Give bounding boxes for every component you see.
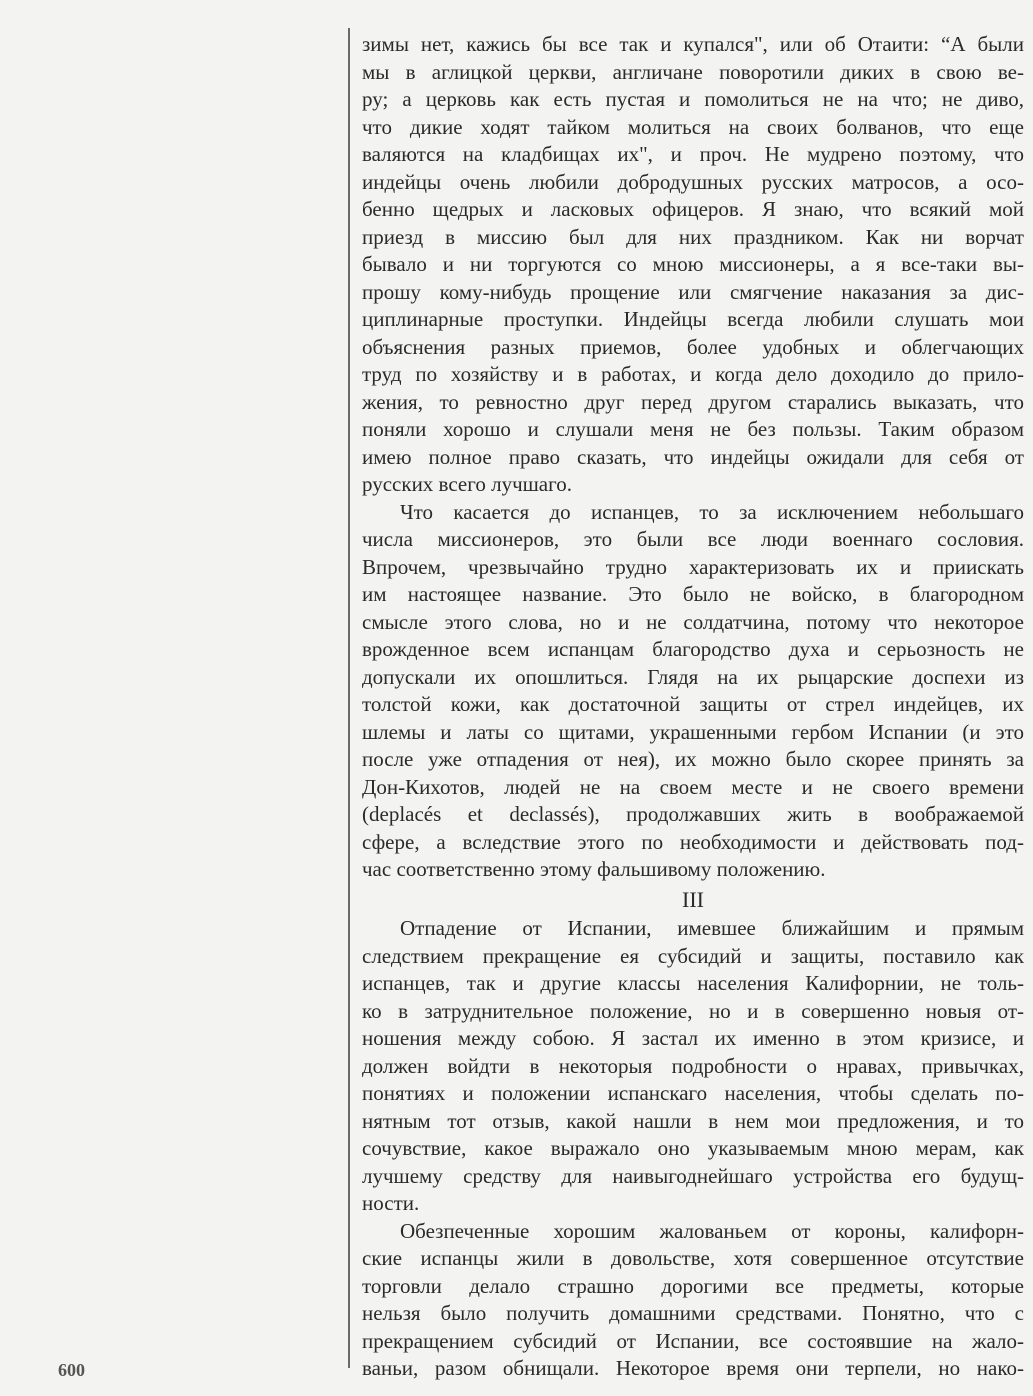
text-line: шлемы и латы со щитами, украшенными гербом Испании (и это xyxy=(362,719,1024,744)
text-line: валяются на кладбищах их", и проч. Не мудрено поэтому, что xyxy=(362,142,1024,166)
text-line: что дикие ходят тайком молиться на своих болванов, что еще xyxy=(362,114,1024,139)
text-line: им настоящее название. Это было не войско, в благородном xyxy=(362,582,1024,606)
text-line: циплинарные проступки. Индейцы всегда любили слушать мои xyxy=(362,307,1024,331)
text-line: нятным тот отзыв, какой нашли в нем мои предложения, и то xyxy=(362,1108,1024,1133)
paragraph xyxy=(362,915,1024,1218)
text-line: час соответственно этому фальшивому положению. xyxy=(362,857,826,881)
text-column xyxy=(362,31,1024,1383)
text-line: ношения между собою. Я застал их именно в этом кризисе, и xyxy=(362,1026,1024,1050)
text-line: объяснения разных приемов, более удобных и облегчающих xyxy=(362,334,1024,359)
paragraph xyxy=(362,31,1024,499)
text-line: приезд в миссию был для них праздником. Как ни ворчат xyxy=(362,224,1024,249)
text-line: врожденное всем испанцам благородство духа и серьозность не xyxy=(362,637,1024,661)
text-line: числа миссионеров, это были все люди военнаго сословия. xyxy=(362,527,1024,551)
text-line: индейцы очень любили добродушных русских матросов, а осо- xyxy=(362,169,1024,194)
text-line: смысле этого слова, но и не солдатчина, потому что некоторое xyxy=(362,609,1024,634)
text-line: допускали их опошлиться. Глядя на их рыцарские доспехи из xyxy=(362,664,1024,689)
text-line: ские испанцы жили в довольстве, хотя совершенное отсутствие xyxy=(362,1246,1024,1270)
text-line: должен войдти в некоторыя подробности о нравах, привычках, xyxy=(362,1053,1024,1078)
text-line: после уже отпадения от нея), их можно было скорее принять за xyxy=(362,747,1024,771)
text-line: Дон-Кихотов, людей не на своем месте и не своего времени xyxy=(362,774,1024,799)
text-line: труд по хозяйству и в работах, и когда дело доходило до прило- xyxy=(362,362,1024,386)
text-line: имею полное право сказать, что индейцы ожидали для себя от xyxy=(362,444,1024,469)
text-line: Впрочем, чрезвычайно трудно характеризовать их и приискать xyxy=(362,554,1024,579)
text-line: нельзя было получить домашними средствами. Понятно, что с xyxy=(362,1301,1024,1325)
text-line: жения, то ревностно друг перед другом старались выказать, что xyxy=(362,389,1024,414)
text-line: прекращением субсидий от Испании, все состоявшие на жало- xyxy=(362,1328,1024,1353)
text-line: Отпадение от Испании, имевшее ближайшим и прямым xyxy=(400,916,1024,940)
text-line: понятиях и положении испанскаго населения, чтобы сделать по- xyxy=(362,1081,1024,1105)
text-line: испанцев, так и другие классы населения Калифорнии, не толь- xyxy=(362,971,1024,995)
text-line: Что касается до испанцев, то за исключением небольшаго xyxy=(400,499,1024,524)
text-line: прошу кому-нибудь прощение или смягчение наказания за дис- xyxy=(362,279,1024,304)
text-line: (deplacés et declassés), продолжавших жить в воображаемой xyxy=(362,802,1024,826)
text-line: ности. xyxy=(362,1191,420,1215)
text-line: ру; а церковь как есть пустая и помолиться не на что; не диво, xyxy=(362,87,1024,111)
text-line: лучшему средству для наивыгоднейшаго устройства его будущ- xyxy=(362,1163,1024,1188)
paragraph xyxy=(362,499,1024,884)
text-line: Обезпеченные хорошим жалованьем от короны, калифорн- xyxy=(400,1218,1024,1243)
margin-rule xyxy=(348,28,350,1368)
text-line: ко в затруднительное положение, но и в совершенно новыя от- xyxy=(362,998,1024,1023)
text-line: сфере, а вследствие этого по необходимости и действовать под- xyxy=(362,829,1024,854)
text-line: русских всего лучшаго. xyxy=(362,472,572,496)
text-line: сочувствие, какое выражало оно указываемым мною мерам, как xyxy=(362,1136,1024,1160)
section-heading: III xyxy=(682,886,704,912)
text-line: мы в аглицкой церкви, англичане поворотили диких в свою ве- xyxy=(362,59,1024,84)
text-line: торговли делало страшно дорогими все предметы, которые xyxy=(362,1273,1024,1298)
text-line: следствием прекращение ея субсидий и защиты, поставило как xyxy=(362,943,1024,968)
text-line: ваньи, разом обнищали. Некоторое время они терпели, но нако- xyxy=(362,1356,1024,1380)
page-number: 600 xyxy=(58,1360,85,1380)
text-line: толстой кожи, как достаточной защиты от стрел индейцев, их xyxy=(362,692,1024,716)
text-line: бывало и ни торгуются со мною миссионеры, а я все-таки вы- xyxy=(362,252,1024,276)
paragraph xyxy=(362,1218,1024,1383)
text-line: зимы нет, кажись бы все так и купался", или об Отаити: “А были xyxy=(362,32,1024,56)
text-line: бенно щедрых и ласковых офицеров. Я знаю, что всякий мой xyxy=(362,197,1024,221)
text-line: поняли хорошо и слушали меня не без пользы. Таким образом xyxy=(362,417,1024,441)
